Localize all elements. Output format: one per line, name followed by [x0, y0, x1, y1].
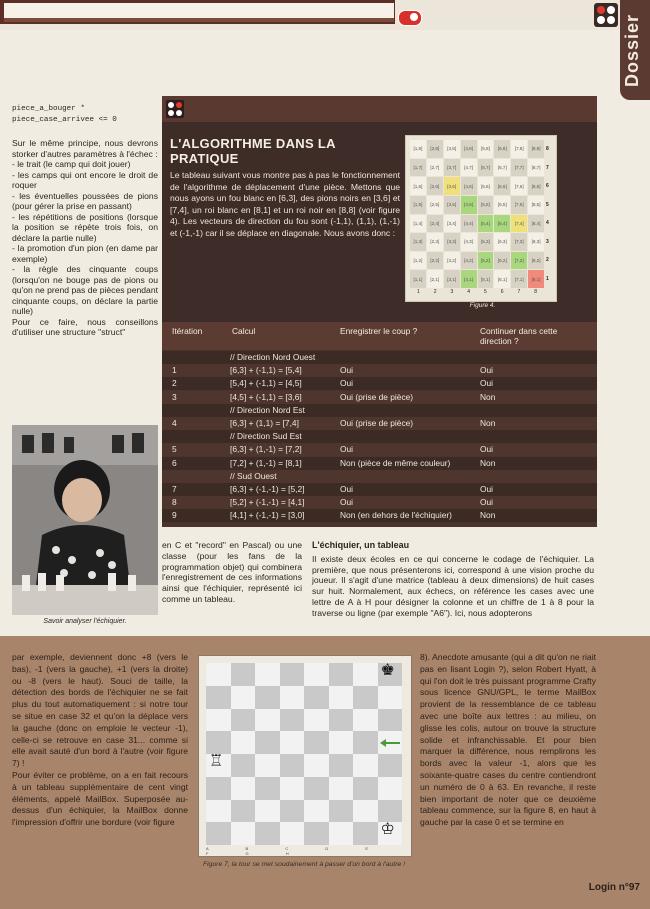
- fig4-cell: [4,5]: [461, 196, 477, 214]
- fig4-cell: [7,3]: [511, 233, 527, 251]
- board-square: [378, 800, 403, 823]
- toggle-knob-icon: [410, 13, 418, 21]
- board-square: [378, 822, 403, 845]
- board-square: [255, 822, 280, 845]
- fig4-cell: [1,6]: [410, 177, 426, 195]
- table-cell-save: Oui: [340, 444, 354, 455]
- section-title: L'ALGORITHME DANS LA PRATIQUE: [170, 136, 336, 166]
- left-item-4: - les répétitions de positions (lorsque la position se répète trois fois, on déclare la partie nulle): [12, 211, 158, 243]
- board-square: [280, 800, 305, 823]
- board-square: [255, 709, 280, 732]
- table-cell-calc: [6,3] + (-1,1) = [5,4]: [230, 365, 302, 376]
- board-square: [353, 754, 378, 777]
- fig4-cell: [5,1]: [478, 270, 494, 288]
- fig4-file-label: 3: [450, 289, 454, 295]
- board-square: [206, 663, 231, 686]
- fig4-rank-label: 5: [546, 201, 549, 208]
- subsection-title: L'échiquier, un tableau: [312, 540, 410, 550]
- fig4-cell: [5,5]: [478, 196, 494, 214]
- fig4-rank-label: 1: [546, 275, 549, 282]
- table-cell-iter: 7: [172, 484, 177, 494]
- board-square: [329, 731, 354, 754]
- table-cell-calc: [7,2] + (1,-1) = [8,1]: [230, 457, 302, 468]
- table-cell-calc: [6,3] + (1,-1) = [7,2]: [230, 444, 302, 455]
- fig4-rank-label: 2: [546, 257, 549, 264]
- fig4-cell: [1,1]: [410, 270, 426, 288]
- fig4-cell: [3,6]: [444, 177, 460, 195]
- black-king-icon: ♚: [380, 662, 395, 679]
- mid-right-text: Il existe deux écoles en ce qui concerne le codage de l'échiquier. La première, que nous présenterons ici, correspond à une vision proche du joueur. Il s'agit d'une matrice (tableau à deux dimensions) de huit cases sur huit. Normalement, aux échecs, on référence les cases avec une lettre de A à H pour désigner la colonne et un chiffre de 1 à 8 pour la traverse ou ligne (par exemple "A6"). Ici, nous adopterons: [312, 553, 594, 618]
- fig4-cell: [3,1]: [444, 270, 460, 288]
- direction-label: // Direction Sud Est: [230, 431, 302, 442]
- fig4-cell: [2,1]: [427, 270, 443, 288]
- fig4-cell: [7,5]: [511, 196, 527, 214]
- fig4-cell: [1,7]: [410, 159, 426, 177]
- fig4-cell: [6,8]: [494, 140, 510, 158]
- table-cell-save: Oui (prise de pièce): [340, 391, 414, 402]
- fig4-rank-label: 4: [546, 220, 549, 227]
- board-square: [280, 709, 305, 732]
- board-square: [353, 777, 378, 800]
- fig4-rank-label: 3: [546, 238, 549, 245]
- fig4-cell: [7,2]: [511, 252, 527, 270]
- fig4-cell: [6,6]: [494, 177, 510, 195]
- fig4-cell: [1,4]: [410, 215, 426, 233]
- board-square: [329, 709, 354, 732]
- table-row: [162, 443, 597, 456]
- board-square: [280, 754, 305, 777]
- mid-left-text: en C et "record" en Pascal) ou une classe (pour les fans de la programmation objet) qui combinera l'enregistrement de ces informations ainsi que l'échiquier, représenté ici comme un tableau.: [162, 540, 302, 604]
- left-item-2: - les camps qui ont encore le droit de roquer: [12, 169, 158, 190]
- board-square: [206, 822, 231, 845]
- table-direction-row: [162, 470, 597, 483]
- board-square: [304, 686, 329, 709]
- fig4-cell: [6,7]: [494, 159, 510, 177]
- fig4-cell: [8,2]: [528, 252, 544, 270]
- white-rook-icon: ♖: [209, 753, 224, 770]
- board-square: [353, 686, 378, 709]
- board-square: [329, 822, 354, 845]
- board-square: [255, 777, 280, 800]
- fig4-cell: [3,4]: [444, 215, 460, 233]
- board-square: [304, 731, 329, 754]
- board-square: [353, 800, 378, 823]
- board-file-letters: A B C D E F G H: [206, 846, 387, 856]
- table-cell-cont: Oui: [480, 365, 494, 376]
- board-square: [231, 800, 256, 823]
- table-cell-calc: [4,5] + (-1,1) = [3,6]: [230, 391, 302, 402]
- fig4-cell: [6,5]: [494, 196, 510, 214]
- table-cell-save: Oui: [340, 378, 354, 389]
- table-cell-calc: [5,2] + (-1,-1) = [4,1]: [230, 497, 305, 508]
- fig4-cell: [3,3]: [444, 233, 460, 251]
- board-square: [304, 663, 329, 686]
- board-square: [255, 800, 280, 823]
- board-square: [353, 709, 378, 732]
- fig4-file-label: 4: [467, 289, 471, 295]
- dots-logo-small-icon: [166, 100, 184, 118]
- board-square: [378, 754, 403, 777]
- fig4-rank-label: 6: [546, 183, 549, 190]
- table-cell-save: Non (pièce de même couleur): [340, 457, 451, 468]
- table-row: [162, 377, 597, 390]
- board-square: [206, 800, 231, 823]
- fig4-cell: [2,3]: [427, 233, 443, 251]
- fig4-file-label: 5: [483, 289, 487, 295]
- fig4-cell: [7,7]: [511, 159, 527, 177]
- board-square: [206, 731, 231, 754]
- fig4-cell: [4,6]: [461, 177, 477, 195]
- board-square: [378, 777, 403, 800]
- top-stripe-line: [4, 18, 394, 22]
- left-item-3: - les éventuelles poussées de pions (pour gérer la prise en passant): [12, 190, 158, 211]
- board-square: [280, 777, 305, 800]
- fig4-cell: [6,4]: [494, 215, 510, 233]
- board-square: [304, 822, 329, 845]
- direction-label: // Direction Nord Ouest: [230, 352, 316, 362]
- left-para2: Pour ce faire, nous conseillons d'utiliser une structure "struct": [12, 316, 158, 337]
- fig4-file-label: 6: [500, 289, 504, 295]
- table-cell-cont: Non: [480, 510, 496, 521]
- table-cell-cont: Non: [480, 418, 496, 428]
- table-row: [162, 457, 597, 470]
- table-cell-save: Oui (prise de pièce): [340, 418, 414, 428]
- board-square: [329, 686, 354, 709]
- fig4-cell: [2,5]: [427, 196, 443, 214]
- board-square: [231, 777, 256, 800]
- table-cell-cont: Non: [480, 457, 496, 468]
- fig4-cell: [4,2]: [461, 252, 477, 270]
- fig4-cell: [4,1]: [461, 270, 477, 288]
- fig4-cell: [1,3]: [410, 233, 426, 251]
- table-row: [162, 509, 597, 522]
- dots-logo-icon: [594, 3, 618, 27]
- fig4-cell: [5,6]: [478, 177, 494, 195]
- header-iteration: Itération: [172, 326, 203, 336]
- table-cell-iter: 1: [172, 365, 177, 376]
- fig4-cell: [8,4]: [528, 215, 544, 233]
- table-cell-cont: Oui: [480, 484, 494, 494]
- board-square: [304, 800, 329, 823]
- table-cell-cont: Oui: [480, 444, 494, 455]
- board-square: [280, 731, 305, 754]
- fig4-cell: [6,1]: [494, 270, 510, 288]
- table-cell-iter: 8: [172, 497, 177, 508]
- table-cell-cont: Oui: [480, 497, 494, 508]
- table-cell-save: Oui: [340, 365, 354, 376]
- fig4-rank-label: 7: [546, 164, 549, 171]
- fig4-cell: [8,3]: [528, 233, 544, 251]
- fig4-cell: [2,8]: [427, 140, 443, 158]
- fig4-cell: [8,5]: [528, 196, 544, 214]
- board-square: [329, 754, 354, 777]
- board-square: [353, 822, 378, 845]
- table-cell-save: Oui: [340, 484, 354, 494]
- section-header-bar: [162, 96, 597, 122]
- white-king-icon: ♔: [380, 821, 395, 839]
- table-cell-calc: [6,3] + (1,1) = [7,4]: [230, 418, 299, 428]
- board-square: [231, 754, 256, 777]
- girl-chess-photo: [12, 425, 158, 615]
- fig4-cell: [3,5]: [444, 196, 460, 214]
- section-body: Le tableau suivant vous montre pas à pas le fonctionnement de l'algorithme de déplacement d'une pièce. Mettons que nous ayons un fou blanc en [6,3], des pions noirs en [3,6] et [7,4], un roi blanc en [8,1] et un roi noir en [8,8] (voir figure 4). Les vecteurs de direction du fou sont (-1,1), (1,1), (1,-1) et (-1,-1) car il se déplace en diagonale. Nous avons donc :: [170, 170, 400, 238]
- left-item-6: - la règle des cinquante coups (lorsqu'on ne bouge pas de pions ou qu'on ne prend pas de pièces pendant cinquante coups, on déclare la partie nulle): [12, 264, 158, 316]
- header-save: Enregistrer le coup ?: [340, 326, 418, 336]
- board-square: [231, 709, 256, 732]
- direction-label: // Sud Ouest: [230, 470, 277, 481]
- fig4-cell: [5,7]: [478, 159, 494, 177]
- board-square: [378, 686, 403, 709]
- fig4-cell: [6,2]: [494, 252, 510, 270]
- board-square: [329, 800, 354, 823]
- table-row: [162, 483, 597, 496]
- table-cell-calc: [5,4] + (-1,1) = [4,5]: [230, 378, 302, 389]
- fig4-cell: [3,2]: [444, 252, 460, 270]
- table-cell-iter: 3: [172, 391, 177, 402]
- fig4-cell: [3,8]: [444, 140, 460, 158]
- figure-7-caption: Figure 7, la tour se met soudainement à passer d'un bord à l'autre !: [202, 861, 406, 868]
- bottom-left-text: par exemple, deviennent donc +8 (vers le bas), -1 (vers la gauche), +1 (vers la droite) ou -8 (vers le haut). Souci de taille, la détection des bords de l'échiquier ne se fait plus du tout automatiquement : si notre tour se situe en case 32 et qu'on la déplace vers la gauche (donc on emploie le vecteur -1), celle-ci se retrouve en case 31... comme si elle avait sauté d'un bord à l'autre (voir figure 7) !: [12, 652, 188, 769]
- board-square: [329, 777, 354, 800]
- board-square: [255, 686, 280, 709]
- table-cell-iter: 4: [172, 418, 177, 428]
- left-item-1: - le trait (le camp qui doit jouer): [12, 159, 131, 169]
- bottom-left-column: [12, 652, 188, 829]
- board-square: [280, 822, 305, 845]
- table-cell-iter: 9: [172, 510, 177, 521]
- table-cell-calc: [4,1] + (-1,-1) = [3,0]: [230, 510, 305, 521]
- left-item-5: - la promotion d'un pion (en dame par exemple): [12, 243, 158, 264]
- table-row: [162, 417, 597, 430]
- fig4-cell: [7,1]: [511, 270, 527, 288]
- board-square: [280, 663, 305, 686]
- fig4-cell: [7,6]: [511, 177, 527, 195]
- board-square: [378, 663, 403, 686]
- table-cell-iter: 2: [172, 378, 177, 389]
- fig4-rank-label: 8: [546, 146, 549, 153]
- bottom-right-text: 8). Anecdote amusante (qui a dit qu'on ne riait pas en lisant Login ?), selon Robert Hyatt, à qui l'on doit le très puissant programme Crafty sous licence GNU/GPL, le terme MailBox provient de la ressemblance de ce tableau avec une boîte aux lettres : au milieu, on glisse les colis, autour on trouve la structure solide et infranchissable. Et pour bien marquer la différence, nous remplirons les bords avec la valeur -1, alors que les soixante-quatre cases du centre contiendront un numéro de 0 à 63. En revanche, il reste bien important de noter que ce deuxième tableau commence, sur la figure 8, en haut à gauche par la case 0 et se termine en: [420, 652, 596, 828]
- bottom-left-text-2: Pour éviter ce problème, on a en fait recours à un tableau supplémentaire de cent vingt éléments, appelé MailBox. Superposée au-dessus d'un échiquier, la MailBox donne l'impression d'offrir une bordure (voir figure: [12, 769, 188, 828]
- fig4-cell: [8,6]: [528, 177, 544, 195]
- fig4-cell: [4,3]: [461, 233, 477, 251]
- board-square: [231, 822, 256, 845]
- figure-4-caption: Figure 4.: [469, 302, 496, 309]
- arrow-head-icon: [380, 739, 386, 747]
- fig4-file-label: 8: [534, 289, 538, 295]
- board-square: [206, 754, 231, 777]
- direction-label: // Direction Nord Est: [230, 404, 305, 415]
- fig4-cell: [5,3]: [478, 233, 494, 251]
- fig4-cell: [2,4]: [427, 215, 443, 233]
- board-square: [206, 777, 231, 800]
- fig4-cell: [7,4]: [511, 215, 527, 233]
- fig4-file-label: 1: [416, 289, 420, 295]
- arrow-right-icon: [384, 742, 400, 744]
- left-column-text: [12, 138, 158, 338]
- board-square: [304, 709, 329, 732]
- fig4-cell: [8,1]: [528, 270, 544, 288]
- table-cell-iter: 5: [172, 444, 177, 455]
- table-row: [162, 364, 597, 377]
- fig4-file-label: 7: [517, 289, 521, 295]
- board-square: [329, 663, 354, 686]
- fig4-cell: [5,8]: [478, 140, 494, 158]
- page-footer: Login n°97: [588, 882, 640, 893]
- fig4-cell: [3,7]: [444, 159, 460, 177]
- fig4-cell: [2,7]: [427, 159, 443, 177]
- table-cell-iter: 6: [172, 457, 177, 468]
- fig4-cell: [8,8]: [528, 140, 544, 158]
- side-tab-label: Dossier: [622, 13, 642, 87]
- figure-4-board: [405, 135, 557, 302]
- board-square: [378, 709, 403, 732]
- table-cell-save: Non (en dehors de l'échiquier): [340, 510, 452, 521]
- board-square: [255, 731, 280, 754]
- table-direction-row: [162, 430, 597, 443]
- header-calcul: Calcul: [232, 326, 256, 336]
- board-square: [206, 709, 231, 732]
- fig4-cell: [4,7]: [461, 159, 477, 177]
- fig4-cell: [8,7]: [528, 159, 544, 177]
- fig4-cell: [2,2]: [427, 252, 443, 270]
- table-row: [162, 496, 597, 509]
- code-snippet: piece_a_bouger * piece_case_arrivee <= 0: [12, 105, 117, 124]
- fig4-cell: [6,3]: [494, 233, 510, 251]
- fig4-file-label: 2: [433, 289, 437, 295]
- mid-right-column: [312, 540, 594, 619]
- board-square: [255, 754, 280, 777]
- figure-7-board: [206, 663, 402, 845]
- board-square: [353, 731, 378, 754]
- fig4-cell: [1,2]: [410, 252, 426, 270]
- table-direction-row: [162, 351, 597, 364]
- board-square: [353, 663, 378, 686]
- fig4-cell: [2,6]: [427, 177, 443, 195]
- table-cell-cont: Oui: [480, 378, 494, 389]
- top-stripe-inner: [4, 3, 394, 19]
- board-square: [206, 686, 231, 709]
- fig4-cell: [4,8]: [461, 140, 477, 158]
- table-row: [162, 391, 597, 404]
- table-cell-save: Oui: [340, 497, 354, 508]
- fig4-cell: [1,8]: [410, 140, 426, 158]
- board-square: [231, 731, 256, 754]
- fig4-cell: [5,4]: [478, 215, 494, 233]
- board-square: [280, 686, 305, 709]
- board-square: [231, 686, 256, 709]
- fig4-cell: [5,2]: [478, 252, 494, 270]
- fig4-cell: [1,5]: [410, 196, 426, 214]
- table-direction-row: [162, 404, 597, 417]
- photo-caption: Savoir analyser l'échiquier.: [43, 618, 127, 625]
- fig4-cell: [4,4]: [461, 215, 477, 233]
- board-square: [255, 663, 280, 686]
- board-square: [304, 754, 329, 777]
- left-para1: Sur le même principe, nous devrons storker d'autres paramètres à l'échec :: [12, 138, 158, 159]
- header-continue: Continuer dans cette direction ?: [480, 326, 558, 346]
- table-cell-calc: [6,3] + (-1,-1) = [5,2]: [230, 484, 305, 494]
- table-cell-cont: Non: [480, 391, 496, 402]
- board-square: [231, 663, 256, 686]
- board-square: [304, 777, 329, 800]
- fig4-cell: [7,8]: [511, 140, 527, 158]
